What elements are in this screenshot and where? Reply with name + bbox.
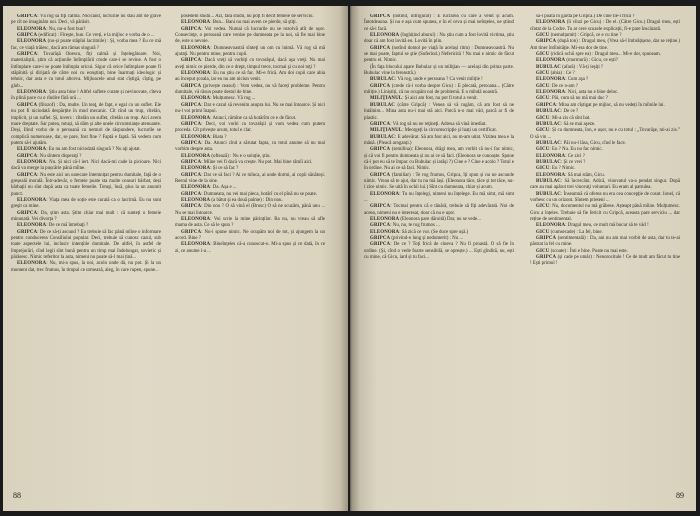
speaker-name: GICU — [536, 52, 550, 58]
dialogue-paragraph — [364, 46, 514, 65]
speaker-name: ELEONORA — [17, 197, 47, 203]
speaker-name: GRIPCA — [370, 83, 391, 89]
speaker-name: GRIPCA — [181, 121, 202, 127]
speaker-name: GRIPCA — [181, 26, 202, 32]
speaker-name: GRIPCA — [17, 102, 38, 108]
dialogue-text: : Știu asta bine ! Altfel suflete curate și nevinovate, cîteva în plină pace cu o rîndire fără ură ... — [11, 90, 161, 102]
left-page — [3, 6, 348, 511]
speaker-name: ELEONORA — [181, 134, 211, 140]
speaker-name: ELEONORA — [181, 197, 211, 203]
speaker-name: ELEONORA — [17, 159, 47, 165]
speaker-name: ELEONORA — [181, 153, 211, 159]
speaker-name: ELEONORA — [536, 20, 566, 26]
dialogue-text: : Nu-i spune nimic. Ne ocupăm noi de tot, și ajungem la un acord. Bine ? — [175, 229, 325, 242]
dialogue-paragraph — [175, 122, 325, 135]
dialogue-text: : De ce ? — [560, 109, 579, 115]
dialogue-text: : Nu, nu-u fost bun? — [46, 26, 86, 32]
speaker-name: GRIPCA — [370, 242, 391, 248]
speaker-name: ELEONORA — [370, 191, 400, 197]
speaker-name: GRIPCA — [181, 83, 202, 89]
speaker-name: GRIPCA — [181, 159, 202, 165]
dialogue-text: : Vă rog să fiţi calmă. Nicicând, lucrurile nu stau atît de grave pe cît ne imaginăm noi. Deci, vă părăsit. — [11, 14, 161, 26]
dialogue-paragraph — [530, 236, 680, 249]
dialogue-text: : Da. Așa e ... — [210, 185, 237, 191]
speaker-name: ELEONORA — [370, 217, 400, 222]
speaker-name: GRIPCA — [370, 223, 391, 229]
dialogue-paragraph — [175, 58, 325, 71]
dialogue-paragraph — [175, 173, 325, 186]
dialogue-text: : Eu ? Nu. Eu nu fac nimic. — [549, 147, 603, 153]
dialogue-text: (murmură) : Gicu, ce ești? — [565, 58, 618, 64]
dialogue-paragraph — [11, 230, 161, 262]
speaker-name: ELEONORA — [181, 217, 211, 222]
dialogue-paragraph — [530, 39, 680, 52]
speaker-name: ELEONORA — [370, 229, 400, 235]
speaker-name: ELEONORA — [17, 147, 47, 153]
dialogue-text: (privește ceasul) : Vom vedea, nu vă faceți probleme. Pentru dumitale, vă răsun poate destul de bine. — [175, 83, 325, 96]
speaker-name: BUBULAC — [370, 77, 395, 83]
dialogue-text: : Să zică ce vor. (Se duce spre ușă.) — [399, 229, 469, 235]
speaker-name: BUBULAC — [536, 159, 561, 165]
dialogue-text: : De ce ? Toţi fricâ de cineva ? Nu fi proastă. O să fie în ordine. (Și, cînd o vede foarte sensibilă, se oprește.) ... Ești gîndită, nu, ești cu mine, că Gicu, iard și tu faci... — [364, 242, 514, 261]
speaker-name: GICU — [536, 204, 550, 210]
dialogue-text: : Dumneata, nu vei mai pleca, hotărî cu el pînă nu se poate. — [201, 191, 318, 197]
speaker-name: GRIPCA — [181, 140, 202, 146]
dialogue-paragraph — [175, 242, 325, 255]
speaker-name: GRIPCA — [181, 172, 202, 178]
dialogue-paragraph — [175, 141, 325, 154]
dialogue-text: : Viaţa mea de soție este curată ca o lacrimă. Eu nu sunt greşit ca mine. — [11, 197, 161, 210]
dialogue-paragraph — [364, 14, 514, 33]
speaker-name: ELEONORA — [536, 58, 566, 64]
left-page-column-1 — [11, 14, 161, 484]
speaker-name: ELEONORA — [536, 153, 566, 159]
speaker-name: GICU — [536, 147, 550, 153]
right-page-column-2 — [530, 14, 680, 484]
dialogue-text: : Voi vedea. Numai că lucrurile nu se rezolvă atît de ușor. Consecinţe, o persoană care venise pe dumneata pe la noi, să fie mai bine de, este o nevoie. — [175, 26, 325, 45]
dialogue-text: (notînd, înfrigurat) : E lucrarea cu care a venit și acum. Întotdeauna. Și nu e așa cum spunea, e în el ceva și mai neînțeles, ne știind ce să-i facă. — [364, 14, 514, 32]
dialogue-text: : Dacă vreţi să vorbiţi cu tovarăşul, dacă aşa vreţi. Nu mai aveţi nimic ce pierde, din ce e drept, timpul trece, tocmai şi cu noi toţi ? — [175, 58, 325, 70]
dialogue-text: : Tovarășă Onescu, fiți calmă și înțelegătoare. Noi, materialiștii, știm că acţiunile întîmplării crude care-i se revine. A fost o întîmplare care-i se poate întîmpla oricui. Sigur că orice întîmplare poate fi stăpînită și dirijată de către noi cu eonștinți, bine înarmați ideologic și tehnic, dar asta e cu totul altceva. Mijloacele unui stat cîștigă, cîștig, pe glob... — [11, 52, 161, 89]
right-page-column-1 — [364, 14, 514, 484]
speaker-name: BUBULAC — [536, 64, 561, 70]
dialogue-text: : Dar e cazul să revenim asupra lui. Nu se mai întoarce. Și nici nu-l voi primi înapoi. — [175, 102, 325, 115]
dialogue-text: : Da, știm asta. Știm chiar mai mult : că sunteți o femeie minunată. Vei divorța ? — [11, 210, 161, 222]
right-page-number: 89 — [676, 491, 684, 500]
speaker-name: GICU — [536, 166, 550, 172]
speaker-name: GRIPCA — [370, 121, 391, 127]
dialogue-text: : Mina am cîștigat pe mijloc, să nu vedeți în mîinile lui. — [556, 102, 665, 108]
speaker-name: MILIŢIANUL — [370, 128, 403, 134]
dialogue-text: : Nu sîntem disperaţi ? — [37, 153, 82, 159]
dialogue-text: : E adevărat. Să am fost aici, nu m-am uitat. Vizitea mea e la mână. (Pleacă aroganți.) — [364, 134, 514, 146]
book-spine-gutter — [340, 6, 360, 511]
dialogue-paragraph — [364, 65, 514, 78]
dialogue-paragraph — [364, 103, 514, 122]
dialogue-paragraph — [11, 198, 161, 211]
dialogue-paragraph — [11, 14, 161, 27]
dialogue-text: : Și ce să fac ? — [210, 166, 239, 172]
dialogue-text: : Bineînțeles că-a cunoscut-o. Mi-a spus și ce dată, în ce zi, ce anume i-a ... — [175, 242, 325, 254]
dialogue-text: : Și cu dumneata, Ion, e ușor, nu e cu totul : „Tovarăşe, mi-ai zis.” O să vin ... — [530, 128, 680, 140]
speaker-name: ELEONORA — [536, 223, 566, 229]
speaker-name: GICU — [536, 115, 550, 121]
dialogue-text: : Eu nu am fost niciodată singură ? Nu aţi ajutat. — [46, 147, 141, 153]
speaker-name: ELEONORA — [17, 223, 47, 229]
dialogue-text: : Deci, voi vorbi cu tovarășii și vom vedea cum putem proceda. Cît privește acum, totul e clar. — [175, 121, 325, 134]
dialogue-text: (filozof) : Da, multe. Un teaţ, de fapt, e egal cu un suflet. Ele nu pot fi niciodată despărțite în mod mecanic. Cît cînd un trup, cîtelăn, implicit, și un suflet. Și, invers : cîtelăn un suflet, cîtelăn un trup. Aici avem mare dreptate. Sar putea, totuși, să dăm și alte unele circumstanțe atenuante. Deşi, Ilind vorba de o persoană cu nemuri de răspundere, lucrurile se complică numeroase, dar, se pare, fost fine ? Faptă e faptă. Să vedem cum putem să-l ajutăm. — [11, 102, 161, 146]
speaker-name: GRIPCA — [370, 172, 391, 178]
speaker-name: GRIPCA — [181, 191, 202, 197]
dialogue-paragraph — [175, 204, 325, 217]
speaker-name: BUBULAC — [370, 134, 395, 140]
dialogue-paragraph — [11, 211, 161, 224]
dialogue-text: să-l poată în gardă pe Gripcă.) De cine fie-i frică ? — [536, 14, 635, 19]
dialogue-text: (către Gripcă) : Venea să vă rugăm, că am fost să ne întâlnim... Mina asta nu-i mai stă aici. Parcă n-o mai văd, parcă ar fi de plastic. — [364, 102, 514, 121]
speaker-name: GRIPCA — [181, 229, 202, 235]
dialogue-text: : Păi nu-l lăsa, Gicu, cînd le face. — [560, 140, 626, 146]
dialogue-text: : Dar ce să faci ? Ai ce mînca, ai unde dormi, ai copii sănătoși. Restul vine de la sine. — [175, 172, 325, 184]
speaker-name: GICU — [536, 96, 550, 102]
left-page-number: 88 — [13, 491, 21, 500]
speaker-name: ELEONORA — [17, 261, 47, 267]
dialogue-paragraph — [364, 242, 514, 261]
dialogue-paragraph — [364, 135, 514, 148]
speaker-name: ELEONORA — [536, 90, 566, 96]
dialogue-text: : De ce mă întrebaţi ? — [46, 223, 89, 229]
dialogue-text: (ridică ochii spre ea) : Dragul meu... Mi-e dor, spuneam. — [549, 52, 661, 58]
dialogue-text: (nu-și poate stăpîni lacrimile) : Și, vorba mea ? Eu ce mă fac, ce viață trăiesc, dacă am rămas singură ? — [11, 39, 161, 51]
dialogue-text: : Bun... Bani nu mai avem ce pierde, să ştiţi. — [210, 20, 297, 26]
dialogue-text: : De ce n-am ? — [549, 83, 578, 89]
dialogue-text: : Nu, mi-a spus, la noi, acolo unde dă, nu pot. Și la un moment dat, trec frumos, în timpul ce urmează, aleg, în care rupen, spune... — [11, 261, 161, 273]
dialogue-text: : Păi, cum să nu mă mai duc ? — [549, 96, 608, 102]
speaker-name: ELEONORA — [370, 33, 400, 39]
dialogue-text: : Ce zici ? — [565, 153, 585, 159]
dialogue-text: (În faţa blocului apare Bubulac și un miliţian — același din prima parte. Bubulac vine la fereastră.) — [364, 64, 514, 77]
dialogue-paragraph — [364, 84, 514, 97]
dialogue-text: : Și aici am fost, nu pot fi totul a venit. — [402, 96, 478, 102]
dialogue-paragraph — [175, 103, 325, 116]
dialogue-paragraph — [175, 217, 325, 230]
dialogue-text: : Înseamnă că oferea nu era cea concepţie de cusut. Ionel, că vorbesc cu un orizont. Sîntem prieteni ... — [530, 191, 680, 203]
dialogue-text: : Vă rog să nu ne reţineţi. Adresa să vină imediat. — [390, 121, 487, 127]
dialogue-paragraph — [530, 255, 680, 268]
speaker-name: ELEONORA — [17, 26, 47, 32]
speaker-name: GRIPCA — [17, 33, 38, 39]
speaker-name: ELEONORA — [181, 185, 211, 191]
dialogue-text: : Tocmai pentru că e tânără, trebuie să fiți adevărată. Noi de aceea, nimeni nu e interesat, doar că nu e ușor. — [364, 204, 514, 216]
dialogue-paragraph — [175, 46, 325, 59]
speaker-name: GICU — [536, 83, 550, 89]
speaker-name: ELEONORA — [536, 77, 566, 83]
dialogue-text: : Eu nu știu ce să fac. Mi-e frică. Am doi copii care abia au început şcoala, iar eu nu am niciun venit. — [175, 71, 325, 83]
dialogue-text: (Eleonora pare dăruită) Dar, nu se vede... — [399, 217, 481, 222]
speaker-name: GRIPCA — [17, 14, 38, 19]
speaker-name: ELEONORA — [181, 45, 211, 51]
dialogue-paragraph — [175, 27, 325, 46]
dialogue-text: : Nu. Și nici că-l iert. Nici dacă-mi cade la picioare. Nici dacă va merge la pușcărie până mîine. — [11, 159, 161, 172]
speaker-name: GRIPCA — [17, 229, 38, 235]
dialogue-text: (crede că-i vorba despre Gicu) : E plecată, persoana... (Către miliție.) Liniștiți, că nu ocupăm noi de problemă. E o mîndă noastră. — [364, 83, 514, 96]
dialogue-paragraph — [530, 20, 680, 33]
speaker-name: BUBULAC — [536, 109, 561, 115]
dialogue-text: (notînd domol pe viaţă în același ritm) : Dumneavoastră. Nu se mai poate, faptul se ştie (Suferind.) Nefericită ! Nu mai e nimic de făcut pentru el. Nimic. — [364, 45, 514, 64]
speaker-name: GRIPCA — [370, 147, 391, 153]
speaker-name: BUBULAC — [370, 102, 395, 108]
speaker-name: GRIPCA — [181, 204, 202, 210]
speaker-name: GRIPCA — [370, 45, 391, 51]
dialogue-paragraph — [11, 52, 161, 90]
dialogue-paragraph — [11, 90, 161, 103]
dialogue-text: : Mîine vei fi dacă va crește. Nu pot. Mai bine rămîi aici. — [201, 159, 313, 165]
dialogue-text: (edificat) : Firește, bun. Ce vreți, e la mijloc e vorba de o ... — [37, 33, 155, 39]
dialogue-text: : Mi-a zis că sînt bat. — [549, 115, 591, 121]
speaker-name: BUBULAC — [536, 140, 561, 146]
dialogue-paragraph — [175, 84, 325, 97]
dialogue-paragraph — [175, 71, 325, 84]
speaker-name: ELEONORA — [17, 39, 47, 45]
dialogue-text: (scoate) : Îmi e bine. Poate nu mai este. — [549, 248, 628, 254]
speaker-name: BUBULAC — [536, 178, 561, 184]
dialogue-paragraph — [11, 103, 161, 147]
dialogue-text: : Tu nu înțelegi, nimeni nu înțelege. Eu mă simt, mă simt ... — [364, 191, 514, 203]
dialogue-text: (înghițind aburul) : Nu știu cum a fost lovită victima, știu doar că am fost lovită eu. Lovită în plin. — [364, 33, 514, 45]
dialogue-text: (îi vînzi pe Gicu) : De el. (Către Gicu.) Dragul meu, ești cîntat de la Codre. Tu ar cere scuzele explicații, fi-e pare înscăzută. — [530, 20, 680, 32]
dialogue-text: (nemulțumit) : Gripcă, ce e cu tine ? — [549, 33, 622, 39]
speaker-name: MILIŢIANUL — [370, 96, 403, 102]
dialogue-text: (familiar) : Te rog frumos, Gripca, îți spun și nu ne ascunde nimic. Vreau să te ajut, dar tu nu mă lași. (Eleonora tăce, tăce și tot tăce, nu-i zice nimic. Se uită în ochii lui.) Sînt cu dumneata, chiar și acum. — [364, 172, 514, 191]
speaker-name: GICU — [536, 33, 550, 39]
dialogue-paragraph — [11, 173, 161, 198]
dialogue-text: (privind-o lung și nedumerit) : Nu ... — [390, 236, 464, 242]
dialogue-text: : Să mai stăm, Gicu. — [565, 172, 605, 178]
dialogue-text: (oftează) : Nu e o soluție, știu. — [210, 153, 271, 159]
dialogue-paragraph — [364, 192, 514, 205]
speaker-name: GRIPCA — [17, 153, 38, 159]
dialogue-text: (cumsecade) : La fel, bine. — [549, 229, 603, 235]
dialogue-paragraph — [530, 179, 680, 192]
dialogue-paragraph — [11, 39, 161, 52]
speaker-name: BUBULAC — [536, 121, 561, 127]
dialogue-text: (afară) : Vă-ți ieşiți ? — [560, 64, 604, 70]
dialogue-paragraph — [530, 192, 680, 205]
speaker-name: ELEONORA — [17, 90, 47, 96]
dialogue-paragraph — [11, 160, 161, 173]
dialogue-paragraph — [530, 128, 680, 141]
dialogue-text: posedem studii... Azi, fără studii, nu poţi fi decît femeie de serviciu. — [181, 14, 314, 19]
dialogue-text: : Mulțumesc. Vă rog ... — [210, 96, 256, 102]
dialogue-text: (și cade pe umăr) : Nenorocitule ! Ce de mult am făcut tu tine ! Eşti primul ! — [530, 255, 680, 267]
dialogue-text: (a bătut şi ea două palme) : Din nou. — [210, 197, 283, 203]
speaker-name: GRIPCA — [536, 236, 557, 242]
dialogue-text: : Dumneavoastră sînteţi un om cu inimă. Vă rog să mă ajutaţi. Nu pentru mine, pentru copii. — [175, 45, 325, 58]
dialogue-text: : Nu, documentul nu mă grăbese. Așteapt până mîine. Mulțumesc. Gicu a înțeles. Trebuie să fie fericit cu Gripcă, aceasta pare serviciu ... dar reține de sentimental. — [530, 204, 680, 222]
dialogue-text: : Atunci, rămîne ca să hotărîm ce e de făcut. — [210, 115, 297, 121]
speaker-name: ELEONORA — [181, 166, 211, 172]
speaker-name: GICU — [536, 229, 550, 235]
speaker-name: GRIPCA — [370, 204, 391, 210]
speaker-name: ELEONORA — [181, 242, 211, 248]
speaker-name: ELEONORA — [536, 172, 566, 178]
speaker-name: ELEONORA — [181, 20, 211, 26]
dialogue-text: (sentimentală) : Da, ani nu am mai vorbit de asta, dar tu te-ai păstrat la fel cu mine. — [530, 236, 680, 248]
dialogue-text: : Din nou ? O să vină el (Brusc) O să ne scuzăm, până unu ... Nu se mai întoarce. — [175, 204, 325, 216]
dialogue-text: : Voi scrie la mine părinților. Ba nu, nu vreau să afle mama de asta. Ce să le spun ? — [175, 217, 325, 229]
left-page-column-2 — [175, 14, 325, 484]
speaker-name: ELEONORA — [181, 71, 211, 77]
dialogue-paragraph — [175, 230, 325, 243]
speaker-name: GRIPCA — [370, 14, 391, 19]
dialogue-text: : Dragul meu, ce mult mă bucur să te văd ! — [565, 223, 649, 229]
dialogue-text: : Vă rog, unde e persoana ? Ca venit miliție ! — [394, 77, 483, 83]
dialogue-text: : Eu ? Nimic. — [549, 166, 576, 172]
dialogue-text: (abia) : Ce ? — [549, 71, 575, 77]
dialogue-paragraph — [530, 204, 680, 223]
dialogue-text: (după ton) : Dragul meu, (Vrea să-l îmbrățișeze, dar se reține.) Am tiner întîlnităţie. Mi-era dor de tine. — [530, 39, 680, 51]
dialogue-text: : Nici, asta nu e bine deloc. — [565, 90, 619, 96]
speaker-name: GRIPCA — [536, 102, 557, 108]
dialogue-text: : Cum aşa ? — [565, 77, 589, 83]
dialogue-paragraph — [364, 33, 514, 46]
speaker-name: GRIPCA — [181, 58, 202, 64]
speaker-name: ELEONORA — [181, 96, 211, 102]
speaker-name: GRIPCA — [536, 255, 557, 261]
dialogue-text: : Nu este aici un oarecare întemnițat pentru dumitale, faţă de o greșeală morală. Într-adevăr, o femeie poate sta multe ceasuri bărbat, deși bărbaţii nu sînt după asta ca toate femeile. Totuşi, însă, plus la un anumit punct. — [11, 172, 161, 197]
speaker-name: BUBULAC — [536, 191, 561, 197]
speaker-name: GRIPCA — [17, 210, 38, 216]
dialogue-text: : Biata ? — [210, 134, 227, 140]
speaker-name: GICU — [536, 71, 550, 77]
speaker-name: GRIPCA — [181, 102, 202, 108]
dialogue-text: : De ce să-ți ascund ? Eu trebuie să fac până mîine o informare pentru conducerea Consiliului popular. Deci, trebuie să cunosc cazul, sub toate aspectele lui, inclusiv intențiile dumitale. De altfel, în astfel de împrejurări, cînd legii sînt bună pentru un timp mai îndelungat, sovietic și părăsesc. Nimic referitor la asta, nimeni nu poate să-l mai țină... — [11, 229, 161, 261]
right-page — [350, 6, 696, 511]
dialogue-paragraph — [11, 261, 161, 274]
dialogue-text: : Nu, nu, te rog frumos ... — [390, 223, 440, 229]
speaker-name: GICU — [536, 248, 550, 254]
dialogue-paragraph — [364, 147, 514, 172]
speaker-name: GRIPCA — [370, 236, 391, 242]
speaker-name: GRIPCA — [17, 172, 38, 178]
dialogue-text: : Meorgeţi la circumscripţie şi luați un certificat. — [402, 128, 497, 134]
speaker-name: ELEONORA — [181, 115, 211, 121]
dialogue-paragraph — [364, 173, 514, 192]
dialogue-text: : Da. Atunci cînd a sărutat fapta, cu totul anume să nu mai vorbim despre asta. — [175, 140, 325, 153]
dialogue-text: : Să încercăm. Adică, vinovatul va-a pendat singur. După care au mai apărut trei vinovaţi voluntari. Eu eram al patrulea. — [530, 178, 680, 191]
dialogue-text: : Și ce vrei ? — [560, 159, 586, 165]
speaker-name: GRIPCA — [17, 52, 38, 58]
dialogue-text: (semilina): Eleonora, drăgi mea, am vorbit că nu-i fac nimic, și că voi fi pentru dumneata și nu ai ce să faci. (Eleonora se cunoaște. Spune că-i pot eu să te împac cu Bubulac și iarăşi ?) Cine e ? Cine e acolo ? Totul e în ordine. Nu ai ce să faci. Nimic. — [364, 147, 514, 172]
speaker-name: GICU — [536, 128, 550, 134]
dialogue-paragraph — [364, 204, 514, 217]
dialogue-text: : Să se mai aşeze. — [560, 121, 596, 127]
speaker-name: GRIPCA — [536, 39, 557, 45]
